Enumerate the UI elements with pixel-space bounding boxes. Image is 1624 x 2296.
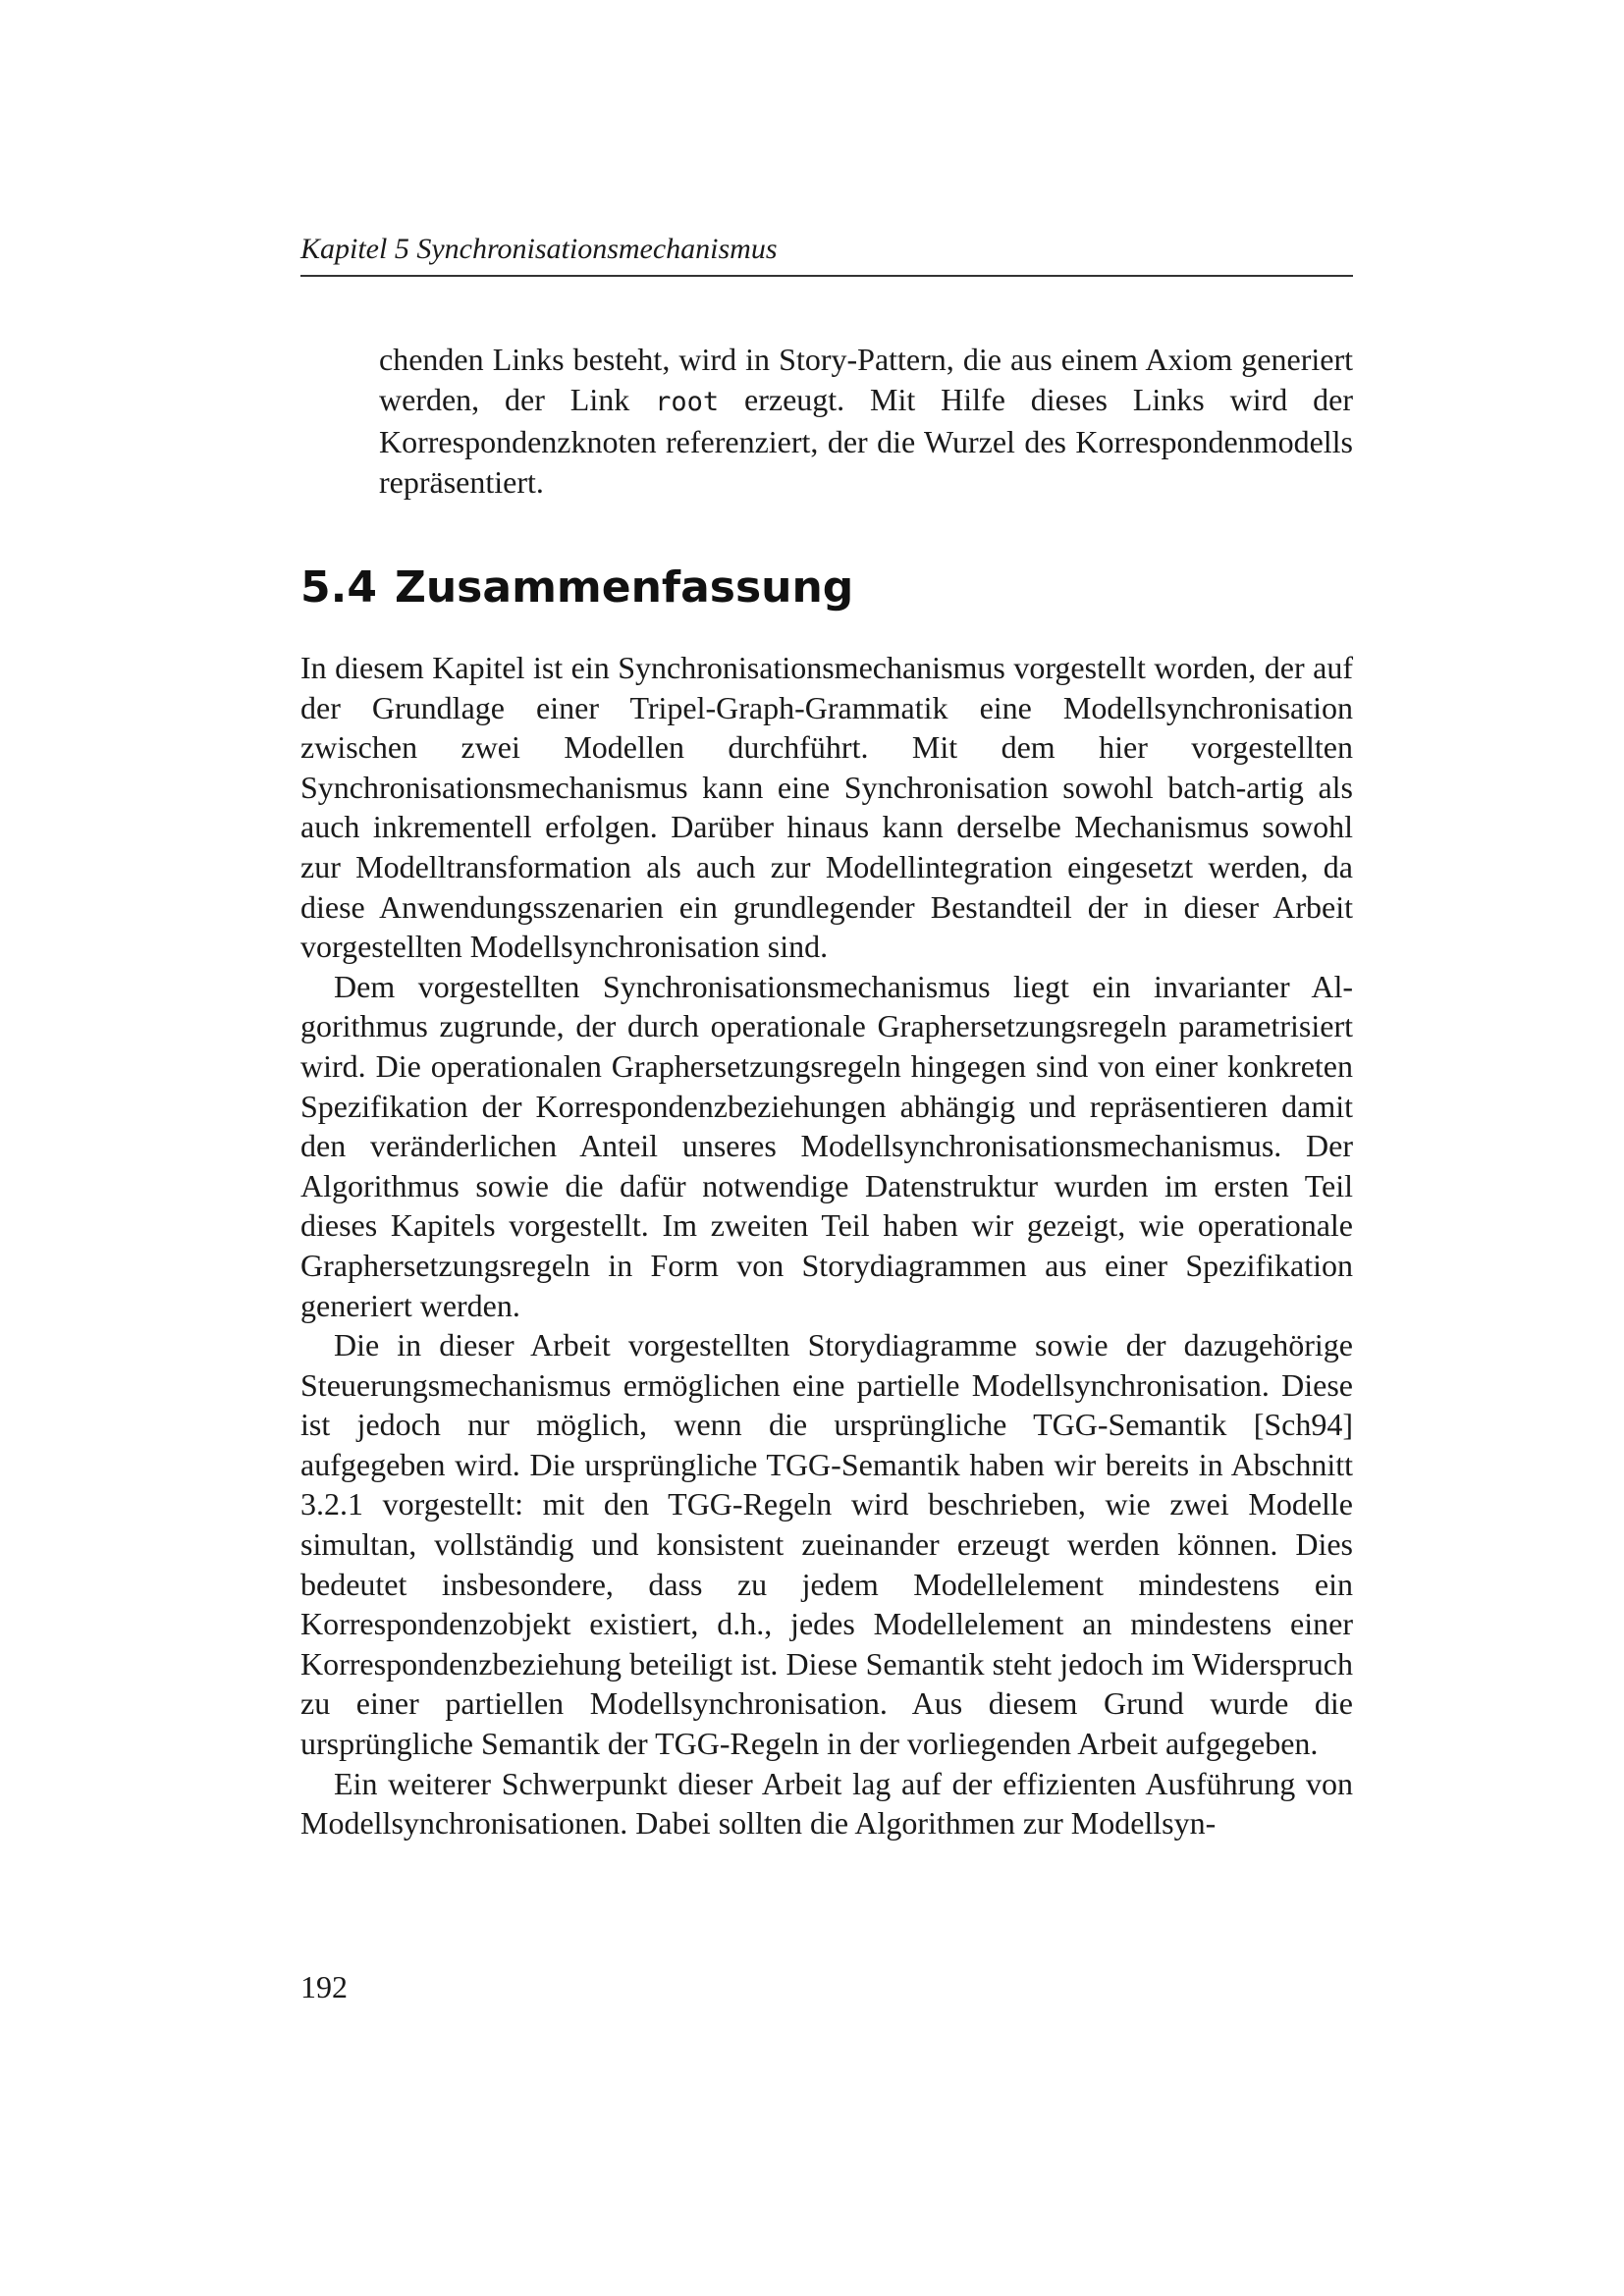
- section-title: Zusammenfassung: [394, 562, 854, 613]
- intro-text-before-code: chenden Links besteht, wird in Story-Pattern, die aus einem Axiom generiert werden, der Link: [379, 342, 1353, 417]
- page-number: 192: [300, 1969, 348, 2004]
- intro-text-after-code: erzeugt. Mit Hilfe dieses Links wird der Korrespondenzknoten referenziert, der die Wurzel des Korrespondenmodells repräsentiert.: [379, 381, 1353, 500]
- paragraph-4: Ein weiterer Schwerpunkt dieser Arbeit lag auf der effizienten Ausführung von Modellsynchronisationen. Dabei sollten die Algorithmen zur Modellsyn-: [300, 1765, 1353, 1842]
- paragraph-3: Die in dieser Arbeit vorgestellten Storydiagramme sowie der dazugehörige Steuerungsmechanismus ermöglichen eine partielle Modellsynchronisation. Diese ist jedoch nur möglich, wenn die ursprüngliche TGG-Semantik [Sch94] aufgegeben wird. Die ursprüngliche TGG-Semantik haben wir bereits in Abschnitt 3.2.1 vorgestellt: mit den TGG-Regeln wird beschrieben, wie zwei Modelle simultan, vollständig und konsistent zueinander erzeugt werden können. Dies bedeutet insbesondere, dass zu jedem Modellelement mindestens ein Korrespondenzobjekt existiert, d.h., jedes Modellelement an mindestens einer Korrespondenzbeziehung beteiligt ist. Diese Semantik steht jedoch im Widerspruch zu einer partiellen Modellsynchronisation. Aus diesem Grund wurde die ursprüngliche Semantik der TGG-Regeln in der vorliegenden Arbeit aufgegeben.: [300, 1327, 1353, 1762]
- paragraph-1: In diesem Kapitel ist ein Synchronisationsmechanismus vorgestellt worden, der auf der Grundlage einer Tripel-Graph-Grammatik eine Modellsynchronisation zwischen zwei Modellen durchführt. Mit dem hier vorgestellten Synchronisationsmechanismus kann eine Synchronisation sowohl batch-artig als auch inkrementell erfolgen. Darüber hinaus kann derselbe Mechanismus sowohl zur Modelltransformation als auch zur Modellintegration eingesetzt werden, da diese Anwendungsszenarien ein grundlegender Bestandteil der in dieser Arbeit vorgestellten Modellsynchronisation sind.: [300, 650, 1353, 965]
- section-body: [300, 648, 1353, 1843]
- paragraph-2: Dem vorgestellten Synchronisationsmechanismus liegt ein invarianter Algorithmus zugrunde, der durch operationale Graphersetzungsregeln parametrisiert wird. Die operationalen Graphersetzungsregeln hingegen sind von einer konkreten Spezifikation der Korrespondenzbeziehungen abhängig und repräsentieren damit den veränderlichen Anteil unseres Modellsynchronisationsmechanismus. Der Algorithmus sowie die dafür notwendige Datenstruktur wurden im ersten Teil dieses Kapitels vorgestellt. Im zweiten Teil haben wir gezeigt, wie operationale Graphersetzungsregeln in Form von Storydiagrammen aus einer Spezifikation generiert werden.: [300, 968, 1353, 1323]
- section-number: 5.4: [300, 562, 377, 613]
- inline-code-root: root: [655, 386, 720, 417]
- intro-paragraph: [379, 340, 1353, 502]
- running-header: Kapitel 5 Synchronisationsmechanismus: [300, 230, 1353, 277]
- section-heading: [300, 561, 853, 615]
